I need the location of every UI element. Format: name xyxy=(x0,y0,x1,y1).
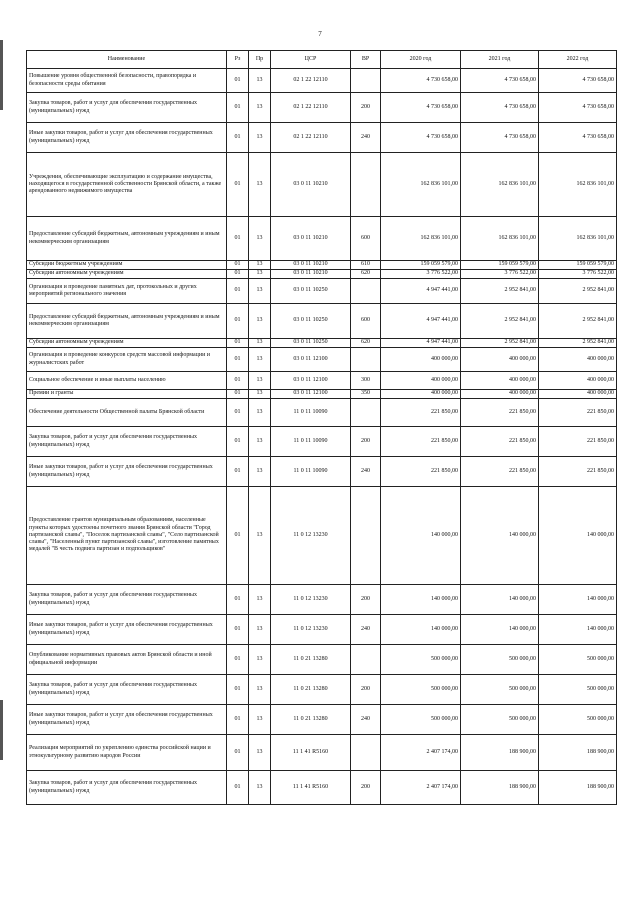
row-2021: 221 850,00 xyxy=(461,427,539,457)
row-2020: 400 000,00 xyxy=(381,348,461,372)
row-2020: 162 836 101,00 xyxy=(381,153,461,217)
row-csr: 11 0 11 10090 xyxy=(271,427,351,457)
row-vr: 240 xyxy=(351,705,381,735)
row-2022: 400 000,00 xyxy=(539,390,617,399)
row-pr: 13 xyxy=(249,304,271,339)
row-csr: 11 0 11 10090 xyxy=(271,399,351,427)
row-2022: 221 850,00 xyxy=(539,457,617,487)
row-name: Иные закупки товаров, работ и услуг для обеспечения государственных (муниципальных) нужд xyxy=(27,705,227,735)
row-2022: 140 000,00 xyxy=(539,585,617,615)
row-name: Предоставление грантов муниципальным образованиям, населенные пункты которых удостоены почетного звания Брянской области "Город партизанской славы", "Поселок партизанской славы", "Село партизанской славы", "Населенный пункт партизанской славы", изготовление памятных медалей "В честь подвига партизан и подпольщиков" xyxy=(27,487,227,585)
table-row xyxy=(27,645,617,675)
table-header-row xyxy=(27,51,617,69)
row-pr: 13 xyxy=(249,390,271,399)
table-row xyxy=(27,93,617,123)
row-2022: 162 836 101,00 xyxy=(539,217,617,261)
row-vr xyxy=(351,645,381,675)
row-2022: 400 000,00 xyxy=(539,348,617,372)
row-2021: 400 000,00 xyxy=(461,348,539,372)
row-vr xyxy=(351,399,381,427)
row-2021: 159 059 579,00 xyxy=(461,261,539,270)
row-pr: 13 xyxy=(249,705,271,735)
header-csr: ЦСР xyxy=(271,51,351,69)
row-pr: 13 xyxy=(249,399,271,427)
row-csr: 11 1 41 R5160 xyxy=(271,735,351,771)
header-2020: 2020 год xyxy=(381,51,461,69)
row-2021: 2 952 841,00 xyxy=(461,339,539,348)
row-2020: 159 059 579,00 xyxy=(381,261,461,270)
row-2020: 4 947 441,00 xyxy=(381,339,461,348)
row-2022: 2 952 841,00 xyxy=(539,279,617,304)
row-2022: 140 000,00 xyxy=(539,615,617,645)
row-vr xyxy=(351,487,381,585)
row-name: Учреждения, обеспечивающие эксплуатацию и содержание имущества, находящегося в государственной собственности Брянской области, а также арендованного недвижимого имущества xyxy=(27,153,227,217)
row-csr: 11 0 21 13280 xyxy=(271,675,351,705)
scan-edge-mark xyxy=(0,40,3,110)
table-row xyxy=(27,390,617,399)
row-vr: 350 xyxy=(351,390,381,399)
row-rz: 01 xyxy=(227,675,249,705)
row-2020: 162 836 101,00 xyxy=(381,217,461,261)
table-row xyxy=(27,615,617,645)
row-2022: 162 836 101,00 xyxy=(539,153,617,217)
row-name: Премии и гранты xyxy=(27,390,227,399)
row-2020: 500 000,00 xyxy=(381,705,461,735)
row-name: Опубликование нормативных правовых актов Брянской области и иной официальной информации xyxy=(27,645,227,675)
row-2020: 4 947 441,00 xyxy=(381,304,461,339)
row-name: Иные закупки товаров, работ и услуг для обеспечения государственных (муниципальных) нужд xyxy=(27,457,227,487)
row-2021: 140 000,00 xyxy=(461,585,539,615)
row-pr: 13 xyxy=(249,270,271,279)
row-2020: 140 000,00 xyxy=(381,585,461,615)
row-pr: 13 xyxy=(249,427,271,457)
row-name: Организация и проведение конкурсов средств массовой информации и журналистских работ xyxy=(27,348,227,372)
row-vr: 240 xyxy=(351,123,381,153)
row-rz: 01 xyxy=(227,487,249,585)
row-name: Закупка товаров, работ и услуг для обеспечения государственных (муниципальных) нужд xyxy=(27,675,227,705)
row-2021: 221 850,00 xyxy=(461,399,539,427)
row-csr: 02 1 22 12110 xyxy=(271,93,351,123)
row-2020: 221 850,00 xyxy=(381,457,461,487)
row-name: Социальное обеспечение и иные выплаты населению xyxy=(27,372,227,390)
header-vr: ВР xyxy=(351,51,381,69)
row-pr: 13 xyxy=(249,93,271,123)
row-pr: 13 xyxy=(249,487,271,585)
row-vr: 610 xyxy=(351,261,381,270)
table-row xyxy=(27,771,617,805)
row-2022: 4 730 658,00 xyxy=(539,69,617,93)
row-vr: 600 xyxy=(351,217,381,261)
row-csr: 03 0 11 10250 xyxy=(271,339,351,348)
table-body xyxy=(27,69,617,805)
header-pr: Пр xyxy=(249,51,271,69)
row-name: Обеспечение деятельности Общественной палаты Брянской области xyxy=(27,399,227,427)
row-2021: 4 730 658,00 xyxy=(461,93,539,123)
row-2020: 140 000,00 xyxy=(381,487,461,585)
row-rz: 01 xyxy=(227,339,249,348)
row-rz: 01 xyxy=(227,153,249,217)
row-2020: 3 776 522,00 xyxy=(381,270,461,279)
row-2021: 3 776 522,00 xyxy=(461,270,539,279)
row-name: Субсидии автономным учреждениям xyxy=(27,339,227,348)
table-row xyxy=(27,279,617,304)
row-name: Субсидии автономным учреждениям xyxy=(27,270,227,279)
row-2021: 221 850,00 xyxy=(461,457,539,487)
table-row xyxy=(27,348,617,372)
row-rz: 01 xyxy=(227,348,249,372)
row-rz: 01 xyxy=(227,585,249,615)
row-2021: 400 000,00 xyxy=(461,372,539,390)
row-rz: 01 xyxy=(227,69,249,93)
row-2022: 4 730 658,00 xyxy=(539,123,617,153)
table-row xyxy=(27,399,617,427)
header-2021: 2021 год xyxy=(461,51,539,69)
row-2021: 500 000,00 xyxy=(461,675,539,705)
row-pr: 13 xyxy=(249,339,271,348)
row-csr: 11 1 41 R5160 xyxy=(271,771,351,805)
table-row xyxy=(27,304,617,339)
row-vr: 600 xyxy=(351,304,381,339)
row-pr: 13 xyxy=(249,279,271,304)
row-csr: 03 0 11 12100 xyxy=(271,348,351,372)
row-2022: 221 850,00 xyxy=(539,427,617,457)
row-csr: 03 0 11 10210 xyxy=(271,217,351,261)
row-pr: 13 xyxy=(249,69,271,93)
row-rz: 01 xyxy=(227,304,249,339)
row-2020: 2 407 174,00 xyxy=(381,735,461,771)
row-csr: 03 0 11 10250 xyxy=(271,304,351,339)
row-vr: 200 xyxy=(351,675,381,705)
row-name: Закупка товаров, работ и услуг для обеспечения государственных (муниципальных) нужд xyxy=(27,771,227,805)
row-2020: 4 730 658,00 xyxy=(381,123,461,153)
table-row xyxy=(27,123,617,153)
table-row xyxy=(27,217,617,261)
header-2022: 2022 год xyxy=(539,51,617,69)
row-pr: 13 xyxy=(249,348,271,372)
row-rz: 01 xyxy=(227,771,249,805)
row-rz: 01 xyxy=(227,705,249,735)
row-name: Иные закупки товаров, работ и услуг для обеспечения государственных (муниципальных) нужд xyxy=(27,615,227,645)
row-vr: 240 xyxy=(351,457,381,487)
row-csr: 03 0 11 12100 xyxy=(271,390,351,399)
row-name: Иные закупки товаров, работ и услуг для обеспечения государственных (муниципальных) нужд xyxy=(27,123,227,153)
row-pr: 13 xyxy=(249,675,271,705)
row-vr: 300 xyxy=(351,372,381,390)
row-2022: 221 850,00 xyxy=(539,399,617,427)
row-2022: 159 059 579,00 xyxy=(539,261,617,270)
row-rz: 01 xyxy=(227,123,249,153)
row-2021: 162 836 101,00 xyxy=(461,153,539,217)
row-rz: 01 xyxy=(227,615,249,645)
row-2021: 500 000,00 xyxy=(461,645,539,675)
row-pr: 13 xyxy=(249,735,271,771)
row-2021: 188 900,00 xyxy=(461,771,539,805)
row-csr: 02 1 22 12110 xyxy=(271,69,351,93)
row-name: Повышение уровня общественной безопасности, правопорядка и безопасности среды обитания xyxy=(27,69,227,93)
row-pr: 13 xyxy=(249,585,271,615)
row-csr: 11 0 12 13230 xyxy=(271,615,351,645)
row-2020: 2 407 174,00 xyxy=(381,771,461,805)
row-2022: 500 000,00 xyxy=(539,645,617,675)
row-csr: 03 0 11 10210 xyxy=(271,270,351,279)
row-vr: 200 xyxy=(351,93,381,123)
table-row xyxy=(27,427,617,457)
table-row xyxy=(27,705,617,735)
row-vr xyxy=(351,735,381,771)
header-rz: Рз xyxy=(227,51,249,69)
row-name: Предоставление субсидий бюджетным, автономным учреждениям и иным некоммерческим организациям xyxy=(27,217,227,261)
row-csr: 03 0 11 10250 xyxy=(271,279,351,304)
row-pr: 13 xyxy=(249,372,271,390)
row-2021: 400 000,00 xyxy=(461,390,539,399)
row-vr: 200 xyxy=(351,585,381,615)
row-2022: 400 000,00 xyxy=(539,372,617,390)
row-2021: 2 952 841,00 xyxy=(461,279,539,304)
row-csr: 11 0 12 13230 xyxy=(271,585,351,615)
table-row xyxy=(27,487,617,585)
row-2020: 4 730 658,00 xyxy=(381,93,461,123)
row-2022: 500 000,00 xyxy=(539,705,617,735)
row-vr: 200 xyxy=(351,427,381,457)
row-csr: 11 0 12 13230 xyxy=(271,487,351,585)
row-2021: 140 000,00 xyxy=(461,615,539,645)
row-2021: 4 730 658,00 xyxy=(461,69,539,93)
row-rz: 01 xyxy=(227,645,249,675)
row-2020: 500 000,00 xyxy=(381,645,461,675)
row-2022: 2 952 841,00 xyxy=(539,339,617,348)
row-2022: 140 000,00 xyxy=(539,487,617,585)
row-pr: 13 xyxy=(249,153,271,217)
row-2020: 500 000,00 xyxy=(381,675,461,705)
row-2020: 221 850,00 xyxy=(381,399,461,427)
row-2020: 4 947 441,00 xyxy=(381,279,461,304)
row-rz: 01 xyxy=(227,279,249,304)
row-csr: 03 0 11 12100 xyxy=(271,372,351,390)
budget-table-sheet xyxy=(26,50,616,805)
table-row xyxy=(27,735,617,771)
row-rz: 01 xyxy=(227,261,249,270)
header-name: Наименование xyxy=(27,51,227,69)
row-rz: 01 xyxy=(227,93,249,123)
page-number: 7 xyxy=(318,30,322,38)
row-vr: 620 xyxy=(351,270,381,279)
row-pr: 13 xyxy=(249,457,271,487)
row-2020: 140 000,00 xyxy=(381,615,461,645)
table-row xyxy=(27,372,617,390)
row-pr: 13 xyxy=(249,261,271,270)
row-2020: 400 000,00 xyxy=(381,390,461,399)
row-csr: 03 0 11 10210 xyxy=(271,261,351,270)
row-rz: 01 xyxy=(227,390,249,399)
row-csr: 02 1 22 12110 xyxy=(271,123,351,153)
row-rz: 01 xyxy=(227,217,249,261)
row-name: Закупка товаров, работ и услуг для обеспечения государственных (муниципальных) нужд xyxy=(27,93,227,123)
row-2022: 188 900,00 xyxy=(539,735,617,771)
row-pr: 13 xyxy=(249,217,271,261)
row-2022: 500 000,00 xyxy=(539,675,617,705)
table-row xyxy=(27,339,617,348)
scan-edge-mark xyxy=(0,700,3,760)
row-vr: 200 xyxy=(351,771,381,805)
row-2022: 2 952 841,00 xyxy=(539,304,617,339)
row-pr: 13 xyxy=(249,615,271,645)
row-pr: 13 xyxy=(249,123,271,153)
row-2021: 4 730 658,00 xyxy=(461,123,539,153)
row-name: Закупка товаров, работ и услуг для обеспечения государственных (муниципальных) нужд xyxy=(27,585,227,615)
row-name: Организация и проведение памятных дат, протокольных и других мероприятий регионального значения xyxy=(27,279,227,304)
row-vr: 240 xyxy=(351,615,381,645)
row-vr xyxy=(351,153,381,217)
row-2020: 400 000,00 xyxy=(381,372,461,390)
table-row xyxy=(27,153,617,217)
row-rz: 01 xyxy=(227,427,249,457)
table-row xyxy=(27,261,617,270)
table-row xyxy=(27,69,617,93)
row-vr xyxy=(351,279,381,304)
row-rz: 01 xyxy=(227,735,249,771)
row-2020: 221 850,00 xyxy=(381,427,461,457)
row-2022: 4 730 658,00 xyxy=(539,93,617,123)
row-vr: 620 xyxy=(351,339,381,348)
row-pr: 13 xyxy=(249,771,271,805)
row-csr: 11 0 21 13280 xyxy=(271,705,351,735)
row-name: Предоставление субсидий бюджетным, автономным учреждениям и иным некоммерческим организациям xyxy=(27,304,227,339)
row-rz: 01 xyxy=(227,457,249,487)
row-2021: 140 000,00 xyxy=(461,487,539,585)
row-2021: 500 000,00 xyxy=(461,705,539,735)
row-name: Закупка товаров, работ и услуг для обеспечения государственных (муниципальных) нужд xyxy=(27,427,227,457)
row-2022: 3 776 522,00 xyxy=(539,270,617,279)
row-vr xyxy=(351,69,381,93)
row-name: Субсидии бюджетным учреждениям xyxy=(27,261,227,270)
row-csr: 11 0 21 13280 xyxy=(271,645,351,675)
row-2021: 162 836 101,00 xyxy=(461,217,539,261)
table-row xyxy=(27,675,617,705)
row-2020: 4 730 658,00 xyxy=(381,69,461,93)
row-csr: 03 0 11 10210 xyxy=(271,153,351,217)
row-vr xyxy=(351,348,381,372)
row-2021: 2 952 841,00 xyxy=(461,304,539,339)
row-rz: 01 xyxy=(227,372,249,390)
row-rz: 01 xyxy=(227,270,249,279)
row-rz: 01 xyxy=(227,399,249,427)
row-csr: 11 0 11 10090 xyxy=(271,457,351,487)
row-2021: 188 900,00 xyxy=(461,735,539,771)
row-2022: 188 900,00 xyxy=(539,771,617,805)
table-row xyxy=(27,270,617,279)
budget-table xyxy=(26,50,617,805)
table-row xyxy=(27,585,617,615)
table-row xyxy=(27,457,617,487)
row-name: Реализация мероприятий по укреплению единства российской нации и этнокультурному развитию народов России xyxy=(27,735,227,771)
row-pr: 13 xyxy=(249,645,271,675)
